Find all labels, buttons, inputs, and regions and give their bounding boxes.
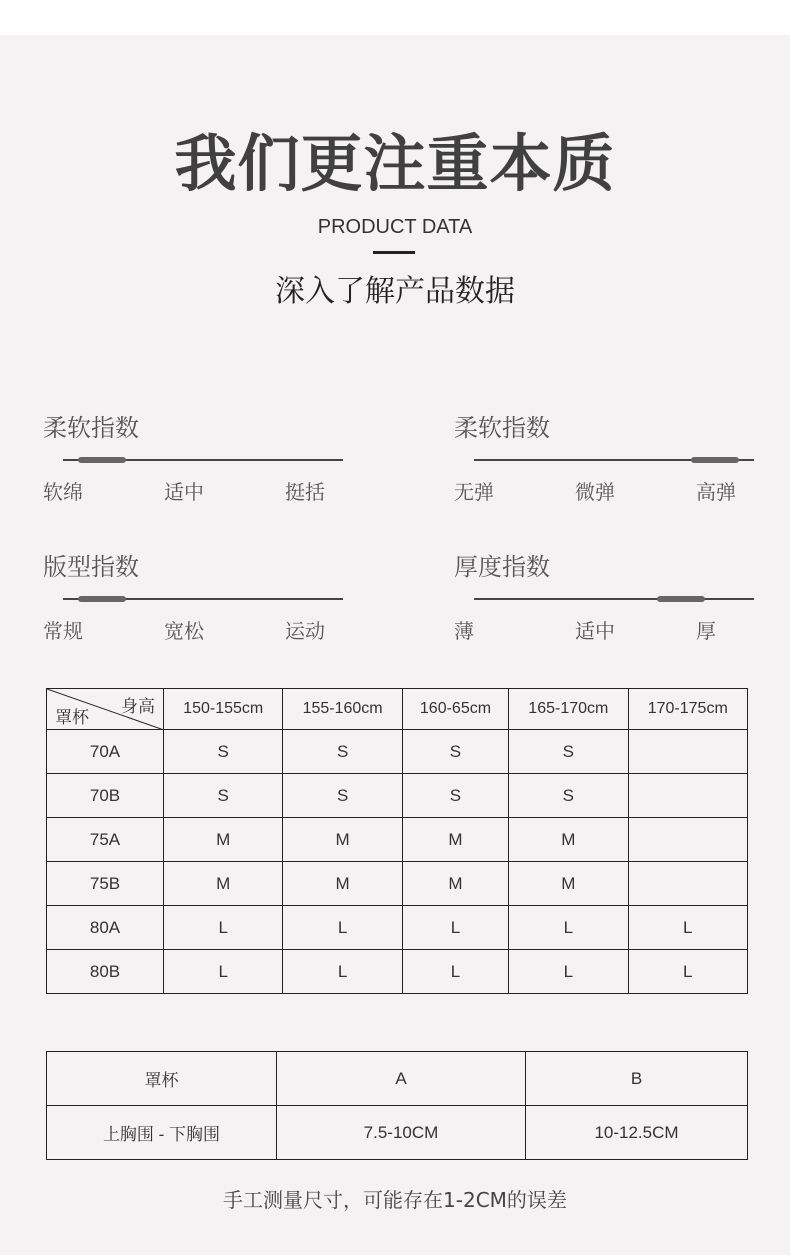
metric-track xyxy=(474,598,754,600)
size-cell: L xyxy=(628,906,747,950)
metric-label-mid: 微弹 xyxy=(575,480,615,504)
size-cell: L xyxy=(509,950,628,994)
metric-marker xyxy=(78,457,126,463)
size-cell: S xyxy=(283,730,402,774)
metric-track xyxy=(63,598,343,600)
size-cell: M xyxy=(164,818,283,862)
size-cell: M xyxy=(402,818,508,862)
metric-fit xyxy=(43,552,343,662)
table-corner-cell xyxy=(47,689,164,730)
size-cell: M xyxy=(509,818,628,862)
metric-label-low: 薄 xyxy=(454,619,474,643)
row-cup-label: 75B xyxy=(47,862,164,906)
metric-marker xyxy=(691,457,739,463)
diff-value-a: 7.5-10CM xyxy=(277,1106,526,1160)
metric-softness xyxy=(43,413,343,523)
column-header: 150-155cm xyxy=(164,689,283,730)
size-cell: S xyxy=(283,774,402,818)
metric-track xyxy=(474,459,754,461)
page-subtitle-en: PRODUCT DATA xyxy=(317,216,473,238)
page-subtitle-cn: 深入了解产品数据 xyxy=(275,274,515,309)
metric-label-mid: 宽松 xyxy=(164,619,204,643)
size-cell: L xyxy=(402,950,508,994)
size-cell: S xyxy=(509,774,628,818)
bust-difference-table xyxy=(46,1051,748,1160)
page-title: 我们更注重本质 xyxy=(174,127,616,200)
table-row xyxy=(47,906,748,950)
size-cell xyxy=(628,774,747,818)
metric-label-high: 挺括 xyxy=(285,480,325,504)
diff-value-b: 10-12.5CM xyxy=(526,1106,748,1160)
size-cell: M xyxy=(509,862,628,906)
size-cell: L xyxy=(164,906,283,950)
size-cell: M xyxy=(283,818,402,862)
row-cup-label: 80B xyxy=(47,950,164,994)
metric-title: 厚度指数 xyxy=(454,553,550,581)
size-cell xyxy=(628,818,747,862)
size-cell: S xyxy=(164,730,283,774)
size-cell: L xyxy=(283,950,402,994)
size-cell: M xyxy=(402,862,508,906)
column-header: 160-65cm xyxy=(402,689,508,730)
size-cell xyxy=(628,862,747,906)
row-cup-label: 70A xyxy=(47,730,164,774)
metric-thickness xyxy=(454,552,754,662)
size-cell: S xyxy=(402,774,508,818)
diff-header-a: A xyxy=(277,1052,526,1106)
metric-elasticity xyxy=(454,413,754,523)
row-cup-label: 70B xyxy=(47,774,164,818)
metric-title: 柔软指数 xyxy=(43,414,139,442)
diff-header-cup: 罩杯 xyxy=(47,1052,277,1106)
metric-label-mid: 适中 xyxy=(575,619,615,643)
size-cell: S xyxy=(164,774,283,818)
metric-marker xyxy=(657,596,705,602)
size-cell: L xyxy=(164,950,283,994)
metric-label-low: 软绵 xyxy=(43,480,83,504)
size-cell: L xyxy=(402,906,508,950)
table-row xyxy=(47,730,748,774)
size-cell: S xyxy=(402,730,508,774)
column-header: 165-170cm xyxy=(509,689,628,730)
metric-track xyxy=(63,459,343,461)
table-header-row xyxy=(47,689,748,730)
table-row xyxy=(47,1106,748,1160)
column-header: 155-160cm xyxy=(283,689,402,730)
metric-label-low: 无弹 xyxy=(454,480,494,504)
size-cell: M xyxy=(164,862,283,906)
metric-label-low: 常规 xyxy=(43,619,83,643)
size-cell: L xyxy=(628,950,747,994)
column-header: 170-175cm xyxy=(628,689,747,730)
table-row xyxy=(47,862,748,906)
size-cell: L xyxy=(509,906,628,950)
row-cup-label: 80A xyxy=(47,906,164,950)
table-row xyxy=(47,818,748,862)
table-row xyxy=(47,774,748,818)
metric-marker xyxy=(78,596,126,602)
measurement-note: 手工测量尺寸，可能存在1-2CM的误差 xyxy=(223,1188,567,1212)
size-cell: M xyxy=(283,862,402,906)
title-divider xyxy=(373,251,415,254)
table-row xyxy=(47,950,748,994)
metric-label-mid: 适中 xyxy=(164,480,204,504)
diff-row-label: 上胸围 - 下胸围 xyxy=(47,1106,277,1160)
table-header-row xyxy=(47,1052,748,1106)
metric-label-high: 运动 xyxy=(285,619,325,643)
metric-label-high: 厚 xyxy=(696,619,716,643)
row-cup-label: 75A xyxy=(47,818,164,862)
size-cell xyxy=(628,730,747,774)
corner-label-height: 身高 xyxy=(121,697,155,716)
size-table xyxy=(46,688,748,994)
corner-label-cup: 罩杯 xyxy=(55,708,89,727)
size-cell: L xyxy=(283,906,402,950)
size-cell: S xyxy=(509,730,628,774)
metric-title: 版型指数 xyxy=(43,553,139,581)
metric-title: 柔软指数 xyxy=(454,414,550,442)
diff-header-b: B xyxy=(526,1052,748,1106)
metric-label-high: 高弹 xyxy=(696,480,736,504)
